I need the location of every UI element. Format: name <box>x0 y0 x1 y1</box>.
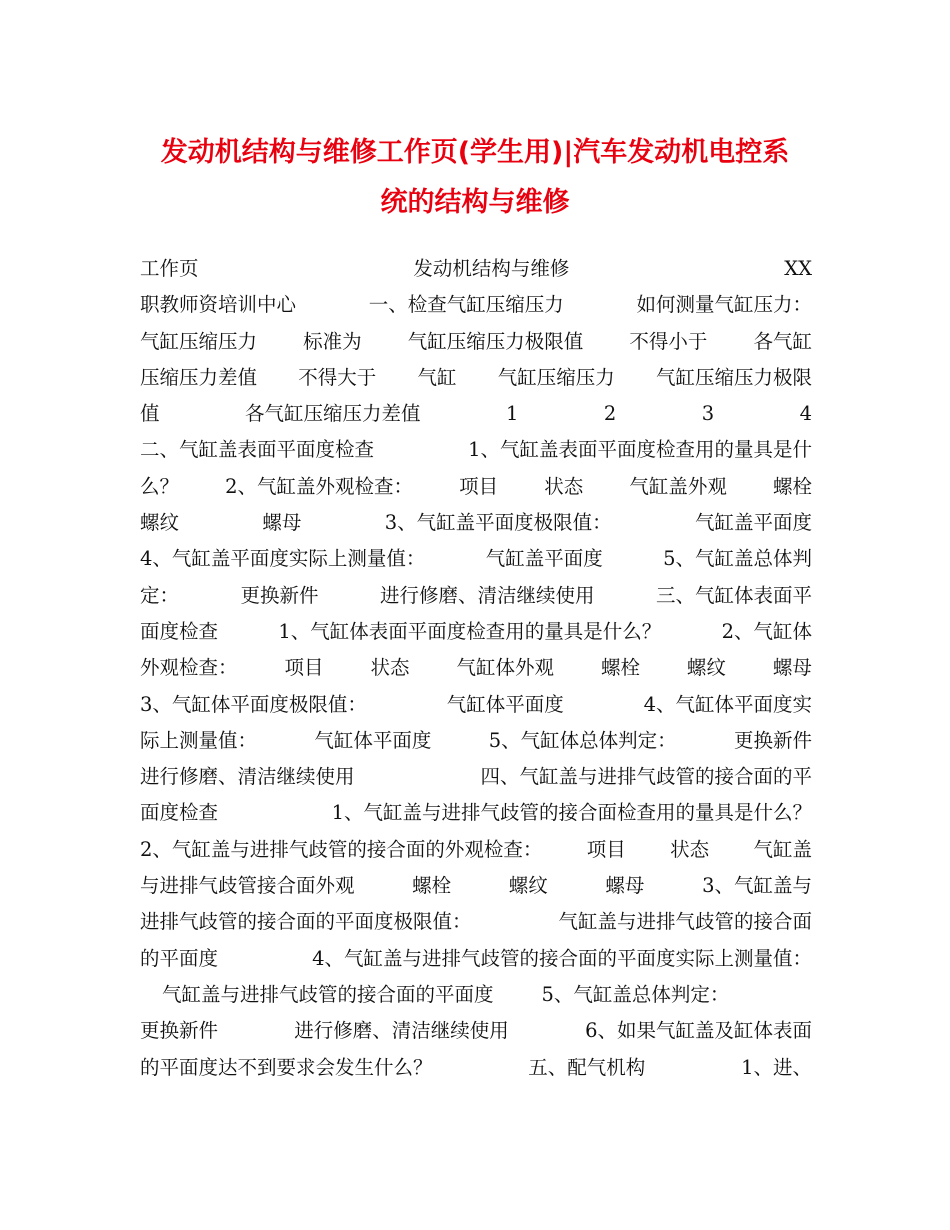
text-line <box>140 396 812 432</box>
text-segment: 3、气缸盖与 <box>702 874 812 898</box>
text-segment: 5、气缸盖总体判 <box>663 547 812 571</box>
text-segment: 4、气缸盖平面度实际上测量值： <box>140 547 426 571</box>
text-segment: 外观检查： <box>140 656 238 680</box>
document-title <box>90 128 860 228</box>
text-line <box>140 541 812 577</box>
text-line <box>140 977 812 1013</box>
text-segment: 进排气歧管的接合面的平面度极限值： <box>140 910 472 934</box>
text-segment: 1、气缸体表面平面度检查用的量具是什么？ <box>278 619 662 643</box>
text-line <box>140 251 812 287</box>
text-segment: 螺栓 <box>600 656 640 680</box>
text-segment: 项目 <box>586 837 626 861</box>
text-segment: 么？ <box>140 474 180 498</box>
text-segment: 气缸盖与进排气歧管的接合面的平面度 <box>162 982 494 1006</box>
text-segment: 进行修磨、清洁继续使用 <box>140 765 355 789</box>
text-line <box>140 1050 812 1086</box>
text-segment: 气缸体平面度 <box>446 692 564 716</box>
text-segment: 状态 <box>370 656 410 680</box>
text-line <box>140 614 812 650</box>
text-segment: 气缸压缩压力 <box>140 329 258 353</box>
text-segment: 气缸压缩压力 <box>497 365 615 389</box>
text-line <box>140 650 812 686</box>
text-line <box>140 904 812 940</box>
text-line <box>140 324 812 360</box>
text-segment: 五、配气机构 <box>528 1055 646 1079</box>
text-line <box>140 832 812 868</box>
text-segment: 与进排气歧管接合面外观 <box>140 874 355 898</box>
text-segment: 气缸压缩压力极限 <box>655 365 812 389</box>
text-segment: 气缸盖平面度 <box>694 511 812 535</box>
text-segment: 面度检查 <box>140 619 219 643</box>
text-segment: 如何测量气缸压力： <box>636 293 812 317</box>
text-segment: 3 <box>701 402 715 426</box>
text-segment: 气缸压缩压力极限值 <box>407 329 584 353</box>
text-segment: 气缸体平面度 <box>314 728 432 752</box>
text-segment: 状态 <box>544 474 584 498</box>
text-segment: 5、气缸体总体判定： <box>488 728 677 752</box>
text-segment: 2、气缸盖外观检查： <box>225 474 414 498</box>
text-segment: 二、气缸盖表面平面度检查 <box>140 438 375 462</box>
text-segment: 气缸盖外观 <box>629 474 727 498</box>
text-segment: 螺母 <box>772 656 812 680</box>
text-line <box>140 469 812 505</box>
text-segment: 气缸 <box>417 365 457 389</box>
text-line <box>140 759 812 795</box>
text-segment: 标准为 <box>303 329 362 353</box>
text-segment: 2、气缸体 <box>721 619 812 643</box>
text-line <box>140 687 812 723</box>
body-text <box>140 251 812 1086</box>
text-segment: 状态 <box>670 837 710 861</box>
text-segment: 螺纹 <box>686 656 726 680</box>
text-segment: 4、气缸体平面度实 <box>643 692 812 716</box>
text-segment: 1 <box>505 402 519 426</box>
text-segment: 更换新件 <box>240 583 319 607</box>
text-segment: 面度检查 <box>140 801 219 825</box>
text-segment: 6、如果气缸盖及缸体表面 <box>585 1019 812 1043</box>
text-segment: 的平面度 <box>140 946 219 970</box>
text-segment: 5、气缸盖总体判定： <box>541 982 730 1006</box>
text-segment: 螺栓 <box>412 874 452 898</box>
text-line <box>140 287 812 323</box>
text-line <box>140 941 812 977</box>
text-segment: 1、气缸盖表面平面度检查用的量具是什 <box>468 438 812 462</box>
text-line <box>140 723 812 759</box>
text-segment: 更换新件 <box>140 1019 219 1043</box>
text-segment: 的平面度达不到要求会发生什么？ <box>140 1055 433 1079</box>
text-segment: 2、气缸盖与进排气歧管的接合面的外观检查： <box>140 837 543 861</box>
title-line-2: 统的结构与维修 <box>380 187 570 218</box>
text-line <box>140 432 812 468</box>
text-segment: 2 <box>603 402 617 426</box>
text-segment: 工作页 <box>140 257 199 280</box>
text-segment: 螺纹 <box>140 511 180 535</box>
text-segment: 4 <box>799 402 812 426</box>
text-segment: 3、气缸体平面度极限值： <box>140 692 367 716</box>
text-segment: 项目 <box>459 474 499 498</box>
text-segment: 值 <box>140 402 160 426</box>
text-segment: 螺母 <box>605 874 645 898</box>
text-segment: 项目 <box>284 656 324 680</box>
text-segment: 职教师资培训中心 <box>140 293 297 317</box>
title-line-1: 发动机结构与维修工作页(学生用)|汽车发动机电控系 <box>160 137 790 168</box>
text-line <box>140 505 812 541</box>
text-segment: 螺栓 <box>772 474 812 498</box>
text-segment: 进行修磨、清洁继续使用 <box>294 1019 509 1043</box>
text-line <box>140 1013 812 1049</box>
text-segment: 气缸盖 <box>753 837 812 861</box>
text-segment: 气缸盖平面度 <box>485 547 603 571</box>
text-segment: XX <box>784 257 812 280</box>
text-segment: 螺纹 <box>508 874 548 898</box>
text-segment: 际上测量值： <box>140 728 258 752</box>
text-segment: 进行修磨、清洁继续使用 <box>379 583 595 607</box>
text-segment: 更换新件 <box>733 728 812 752</box>
text-segment: 一、检查气缸压缩压力 <box>368 293 564 317</box>
text-segment: 四、气缸盖与进排气歧管的接合面的平 <box>480 765 812 789</box>
text-segment: 气缸盖与进排气歧管的接合面 <box>558 910 812 934</box>
text-segment: 各气缸 <box>753 329 812 353</box>
text-segment: 不得大于 <box>298 365 377 389</box>
text-line <box>140 578 812 614</box>
text-segment: 3、气缸盖平面度极限值： <box>384 511 612 535</box>
text-segment: 螺母 <box>262 511 302 535</box>
text-segment: 压缩压力差值 <box>140 365 258 389</box>
text-segment: 不得小于 <box>629 329 708 353</box>
text-segment: 发动机结构与维修 <box>413 257 570 280</box>
text-segment: 1、进、 <box>741 1055 812 1079</box>
text-line <box>140 795 812 831</box>
text-line <box>140 360 812 396</box>
text-segment: 1、气缸盖与进排气歧管的接合面检查用的量具是什么？ <box>331 801 812 825</box>
text-segment: 定： <box>140 583 180 607</box>
text-segment: 4、气缸盖与进排气歧管的接合面的平面度实际上测量值： <box>312 946 812 970</box>
text-segment: 三、气缸体表面平 <box>655 583 812 607</box>
text-segment: 各气缸压缩压力差值 <box>244 402 421 426</box>
text-line <box>140 868 812 904</box>
text-segment: 气缸体外观 <box>456 656 554 680</box>
